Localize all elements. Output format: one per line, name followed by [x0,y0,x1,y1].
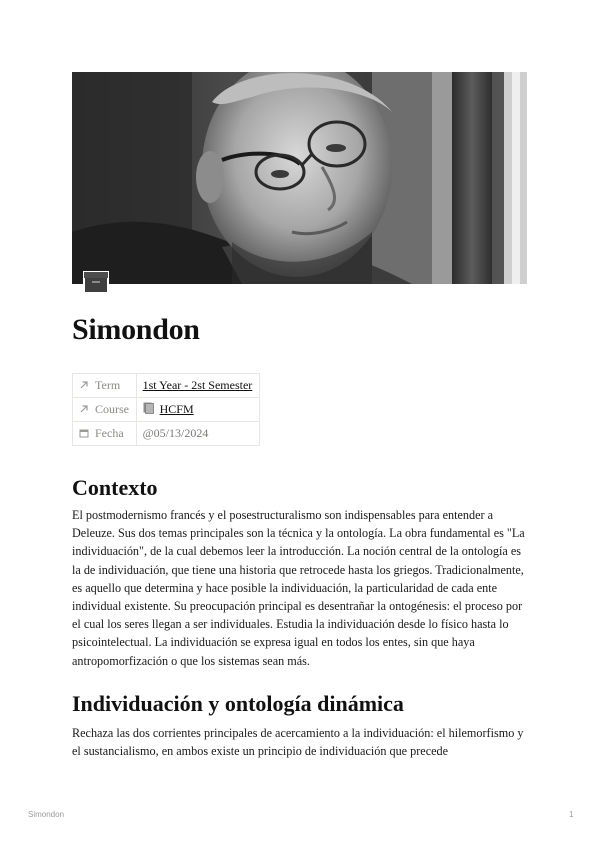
property-row-fecha [73,422,260,446]
section-heading-individuacion: Individuación y ontología dinámica [72,691,404,716]
property-value-fecha[interactable]: @05/13/2024 [136,422,259,446]
section-heading-contexto: Contexto [72,475,158,500]
notebook-icon [143,402,154,418]
arrow-up-right-icon [79,403,91,418]
footer-page-number: 1 [569,810,574,819]
property-label: Term [95,377,121,392]
term-link[interactable]: 1st Year - 2st Semester [142,378,253,392]
property-name-term [73,374,137,398]
property-label: Course [95,401,129,416]
property-row-course [73,398,260,422]
calendar-icon [79,427,91,442]
property-name-fecha [73,422,137,446]
cover-image [72,72,527,284]
property-name-course [73,398,137,422]
section-body-contexto: El postmodernismo francés y el posestructuralismo son indispensables para entender a Deleuze. Sus dos temas principales son la técnica y la ontología. La obra fundamental es "La individuación", de la cual debemos leer la introducción. La noción central de la ontología es la de individuación, que tiene una historia que retrocede hasta los griegos. Tradicionalmente, es aquello que determina y hace posible la individuación, la particularidad de cada ente individual existente. Su preocupación principal es desentrañar la ontogénesis: el proceso por el cual los seres llegan a ser individuales. Estudia la individuación desde lo físico hasta lo psicointelectual. La individuación se expresa igual en todos los entes, sin que haya antropomorfización o que los sistemas sean más. [72,508,525,668]
portrait-photo [72,72,527,284]
page-title: Simondon [72,313,200,346]
section-body-individuacion: Rechaza las dos corrientes principales de acercamiento a la individuación: el hilemorfismo y el sustancialismo, en ambos existe un principio de individuación que precede [72,726,524,759]
property-row-term [73,374,260,398]
footer-title: Simondon [28,810,65,819]
archive-box-icon[interactable] [82,266,110,294]
course-link[interactable]: HCFM [159,401,194,416]
property-value-course[interactable] [136,398,259,422]
property-value-term[interactable] [136,374,259,398]
property-label: Fecha [95,425,124,440]
properties-table [72,373,260,446]
arrow-up-right-icon [79,379,91,394]
